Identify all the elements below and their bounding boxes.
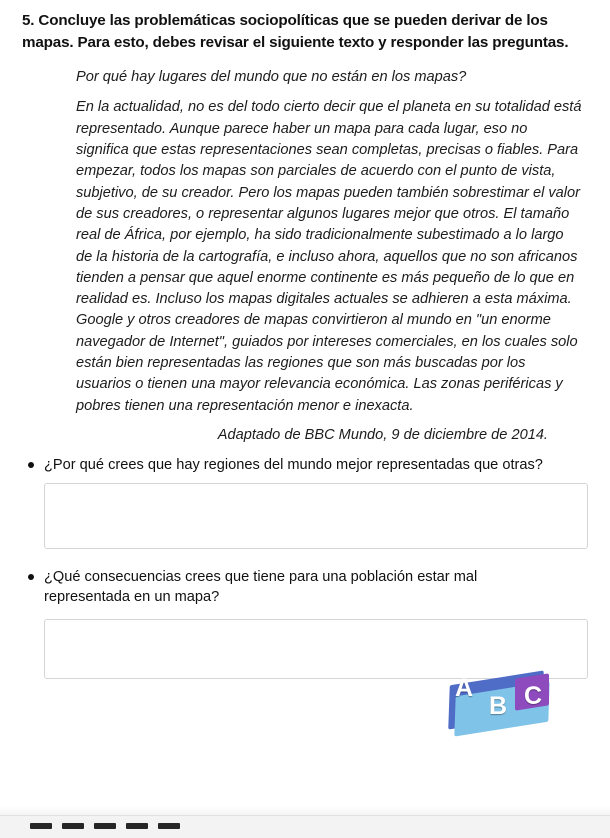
reading-passage (22, 67, 588, 417)
logo-letter-a: A (455, 674, 474, 702)
reading-body: En la actualidad, no es del todo cierto decir que el planeta en su totalidad está representado. Aunque parece haber un mapa para cada lugar, eso no significa que estas representaciones sean completas, precisas o fiables. Para empezar, todos los mapas son parciales de acuerdo con el punto de vista, subjetivo, de su creador. Pero los mapas pueden también sobrestimar el valor de sus creadores, o representar algunos lugares mejor que otros. El tamaño real de África, por ejemplo, ha sido tradicionalmente subestimado a lo largo de la historia de la cartografía, e incluso ahora, aquellos que no son africanos tienden a pensar que aquel enorme continente es más pequeño de lo que en realidad es. Incluso los mapas digitales actuales se adhieren a esta máxima. Google y otros creadores de mapas convirtieron al mundo en "un enorme navegador de Internet", guiados por intereses comerciales, en los cuales solo están bien representadas las regiones que son más buscadas por los usuarios o tienen una mayor relevancia económica. Las zonas periféricas y pobres tienen una representación menor e inexacta. (76, 99, 582, 414)
question-1-text: ¿Por qué crees que hay regiones del mundo mejor representadas que otras? (44, 456, 543, 473)
exercise-prompt: 5. Concluye las problemáticas sociopolíticas que se pueden derivar de los mapas. Para esto, debes revisar el siguiente texto y responder las preguntas. (22, 12, 569, 51)
reading-title: Por qué hay lugares del mundo que no están en los mapas? (76, 69, 467, 86)
bottom-mark (30, 823, 52, 829)
bottom-bar (0, 815, 610, 838)
bottom-mark (158, 823, 180, 829)
question-2-text: ¿Qué consecuencias crees que tiene para una población estar mal representada en un mapa? (44, 569, 478, 606)
question-2 (22, 567, 588, 679)
bullet-icon (28, 462, 34, 468)
abc-logo (441, 672, 557, 734)
answer-field-2[interactable] (44, 619, 588, 679)
reading-source: Adaptado de BBC Mundo, 9 de diciembre de 2014. (217, 426, 548, 443)
question-1 (22, 455, 588, 549)
bottom-mark (94, 823, 116, 829)
logo-letter-b: B (489, 692, 508, 720)
bottom-mark (126, 823, 148, 829)
logo-letter-c: C (524, 682, 543, 710)
bottom-mark (62, 823, 84, 829)
answer-field-1[interactable] (44, 483, 588, 549)
bullet-icon (28, 574, 34, 580)
